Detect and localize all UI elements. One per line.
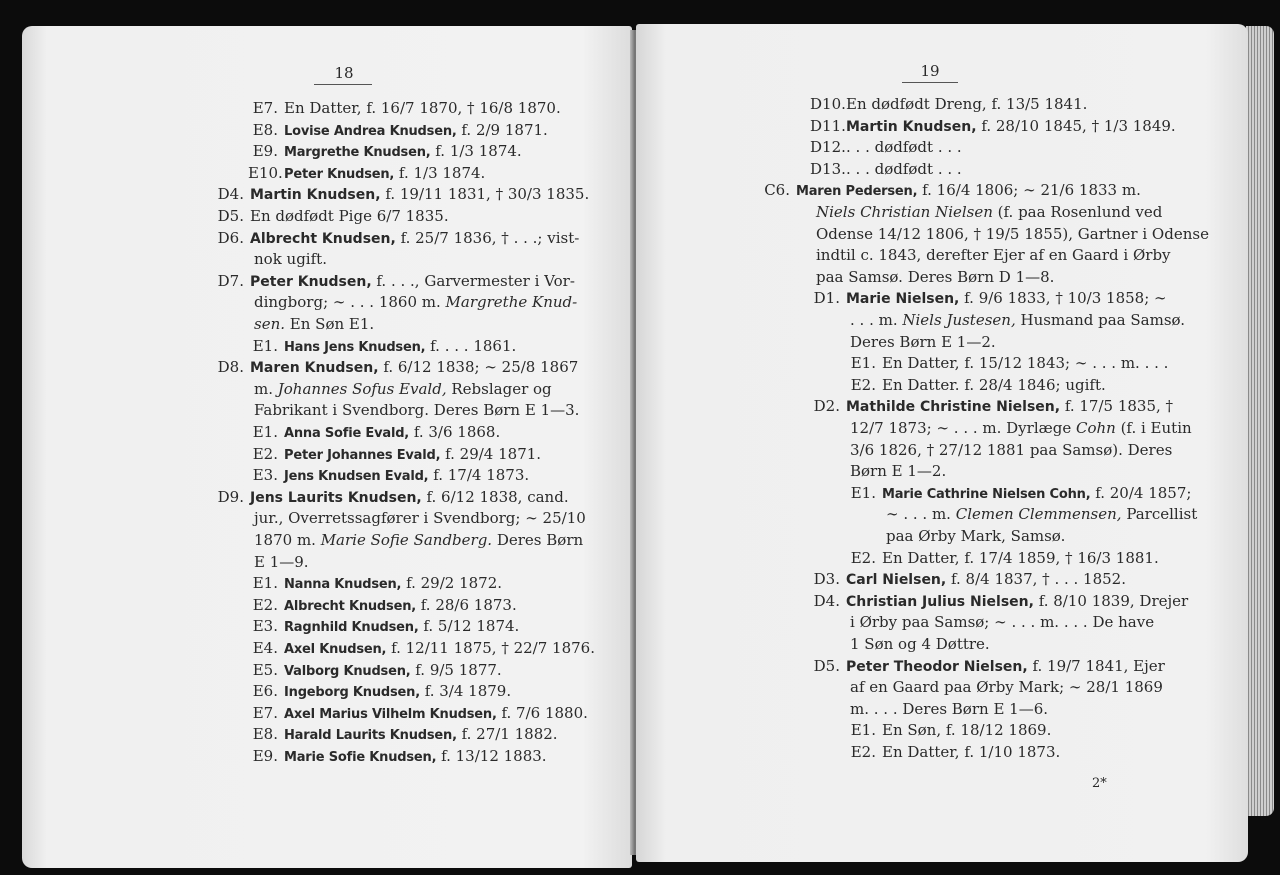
entry-text: f. 28/10 1845, † 1/3 1849. [976,116,1176,135]
entry-label: E4. [252,639,278,657]
text-line [810,94,1087,115]
person-name: Nanna Knudsen, [284,577,402,593]
entry-text: m. [254,379,278,398]
text-line [850,699,1048,720]
text-line [214,271,575,293]
person-name: Ragnhild Knudsen, [284,620,419,636]
person-name: Lovise Andrea Knudsen, [284,123,457,139]
entry-label: E3. [252,466,278,485]
text-line [850,440,1172,461]
entry-text: f. 9/5 1877. [410,660,502,679]
entry-label: D3. [813,570,840,589]
entry-label: D12. [810,138,846,157]
entry-text: f. 2/9 1871. [456,120,548,139]
person-name: Margrethe Knudsen, [284,145,431,161]
entry-label: D13. [810,159,846,178]
person-name: Peter Knudsen, [284,166,395,182]
entry-text: f. 3/4 1879. [419,682,512,701]
entry-text: f. 17/4 1873. [428,466,530,485]
entry-text: Rebslager og [446,379,552,398]
entry-text: f. 13/12 1883. [436,747,547,765]
text-line [248,660,502,682]
entry-text: 1 Søn og 4 Døttre. [850,635,990,653]
text-line [850,332,996,353]
person-name: Carl Nielsen, [846,572,947,589]
person-name: Albrecht Knudsen, [250,230,396,247]
text-line [816,224,1209,245]
text-line [846,742,1060,763]
entry-text: Børn E 1—2. [850,462,947,481]
text-line [886,526,1065,547]
entry-text: f. 27/1 1882. [456,725,558,744]
text-line [254,508,586,529]
text-line [248,98,561,119]
entry-text: f. . . ., Garvermester i Vor- [371,271,575,290]
entry-text: En Datter, f. 1/10 1873. [882,743,1061,761]
person-name: Martin Knudsen, [846,118,977,135]
entry-text: . . . dødfødt . . . [846,159,962,178]
text-line [254,292,577,313]
entry-text: f. 28/6 1873. [416,595,517,614]
entry-text: f. 9/6 1833, † 10/3 1858; ∼ [959,289,1167,308]
text-line [248,573,502,595]
text-line [248,595,517,617]
entry-label: E2. [252,444,278,463]
text-line [816,202,1162,223]
entry-label: E2. [252,595,278,614]
entry-text: (f. paa Rosenlund ved [992,203,1163,221]
entry-text: f. 17/5 1835, † [1060,397,1174,416]
entry-label: D6. [217,228,244,247]
text-line [248,703,588,725]
text-line [850,677,1163,698]
italic-name: Marie Sofie Sandberg. [320,531,493,549]
entry-text: af en Gaard paa Ørby Mark; ∼ 28/1 1869 [850,678,1163,697]
entry-text: Parcellist [1121,505,1198,524]
entry-label: D1. [813,289,840,308]
person-name: Valborg Knudsen, [284,663,411,679]
entry-text: f. 19/7 1841, Ejer [1027,656,1165,675]
entry-text: ∼ . . . m. [886,505,956,524]
entry-label: D8. [217,358,244,377]
entry-text: f. 8/4 1837, † . . . 1852. [946,570,1126,589]
italic-name: Margrethe Knud- [445,293,578,312]
text-line [810,656,1165,678]
text-line [248,638,595,660]
signature-mark: 2* [1092,776,1107,791]
entry-label: E1. [850,354,876,373]
italic-name: sen. [254,315,286,333]
text-line [810,137,962,158]
entry-label: E6. [252,682,278,701]
entry-text: Deres Børn E 1—2. [850,332,996,351]
entry-text: indtil c. 1843, derefter Ejer af en Gaard i Ørby [816,246,1171,265]
entry-label: E7. [252,703,278,722]
person-name: Anna Sofie Evald, [284,426,410,441]
entry-text: . . . m. [850,311,903,329]
person-name: Axel Knudsen, [284,642,387,657]
text-line [254,314,374,335]
entry-text: f. 19/11 1831, † 30/3 1835. [380,185,590,204]
entry-text: Fabrikant i Svendborg. Deres Børn E 1—3. [254,401,580,420]
text-line [816,267,1054,288]
entry-text: f. 29/4 1871. [440,444,542,463]
entry-text: (f. i Eutin [1115,419,1192,437]
person-name: Peter Theodor Nielsen, [846,658,1028,675]
italic-name: Niels Christian Nielsen [816,203,993,221]
italic-name: Clemen Clemmensen, [955,505,1122,524]
entry-text: f. 12/11 1875, † 22/7 1876. [386,639,595,657]
entry-text: E 1—9. [254,552,309,571]
text-line [760,180,1141,202]
entry-label: E2. [850,375,876,394]
entry-label: E9. [252,142,278,161]
person-name: Christian Julius Nielsen, [846,593,1034,610]
entry-text: f. 1/3 1874. [394,163,486,182]
text-line [248,120,548,142]
person-name: Marie Nielsen, [846,291,960,308]
text-line [850,461,946,482]
entry-text: f. 8/10 1839, Drejer [1033,591,1189,610]
italic-name: Johannes Sofus Evald, [277,379,447,398]
entry-text: dingborg; ∼ . . . 1860 m. [254,293,446,312]
person-name: Albrecht Knudsen, [284,598,416,614]
text-line [248,163,485,185]
text-line [254,530,583,551]
entry-text: En Søn E1. [285,315,375,333]
entry-text: 12/7 1873; ∼ . . . m. Dyrlæge [850,419,1076,437]
entry-label: E10. [248,163,283,182]
entry-label: E2. [850,743,876,761]
person-name: Mathilde Christine Nielsen, [846,399,1061,416]
entry-label: E7. [252,99,278,117]
text-line [248,422,500,444]
entry-text: f. 29/2 1872. [401,574,503,593]
entry-text: f. 3/6 1868. [409,423,501,441]
entry-label: E1. [252,336,278,355]
person-name: Peter Johannes Evald, [284,447,441,463]
entry-label: E8. [252,120,278,139]
entry-label: E9. [252,747,278,765]
entry-label: D9. [217,487,244,506]
entry-label: E5. [252,660,278,679]
text-line [846,353,1168,374]
text-line [254,379,552,400]
text-line [846,375,1106,396]
entry-label: D4. [813,591,840,610]
text-line [248,616,519,638]
text-line [850,634,990,655]
entry-text: f. . . . 1861. [425,336,517,355]
text-line [214,184,589,206]
text-line [254,400,579,421]
text-line [248,465,529,487]
entry-text: 1870 m. [254,531,321,549]
person-name: Harald Laurits Knudsen, [284,728,457,744]
entry-text: En dødfødt Pige 6/7 1835. [250,207,449,225]
entry-label: D7. [217,271,244,290]
entry-label: D10. [810,95,846,113]
entry-text: f. 1/3 1874. [430,142,522,161]
text-line [850,612,1154,633]
entry-text: i Ørby paa Samsø; ∼ . . . m. . . . De have [850,613,1155,632]
entry-label: D2. [813,397,840,416]
text-line [810,569,1126,591]
entry-text: f. 7/6 1880. [496,703,588,722]
entry-label: D4. [217,185,244,204]
entry-text: nok ugift. [254,250,327,269]
entry-text: En Datter, f. 15/12 1843; ∼ . . . m. . . . [882,354,1169,373]
entry-label: E1. [850,721,876,740]
text-line [810,396,1173,418]
entry-label: E8. [252,725,278,744]
person-name: Marie Cathrine Nielsen Cohn, [882,486,1091,502]
entry-text: Deres Børn [492,531,584,549]
entry-label: E1. [252,574,278,593]
entry-label: D5. [813,656,840,675]
entry-label: E1. [850,483,876,502]
page-number: 18 [334,64,354,82]
entry-text: paa Ørby Mark, Samsø. [886,527,1066,545]
entry-text: f. 20/4 1857; [1090,483,1192,502]
text-line [846,720,1051,741]
text-line [214,206,449,227]
entry-text: Husmand paa Samsø. [1015,311,1186,329]
entry-text: 3/6 1826, † 27/12 1881 paa Samsø). Deres [850,440,1173,459]
text-line [850,310,1185,331]
text-line [846,483,1191,505]
text-line [254,552,309,573]
text-line [248,746,547,768]
text-line [810,116,1176,138]
entry-text: En Søn, f. 18/12 1869. [882,721,1052,740]
person-name: Peter Knudsen, [250,273,372,290]
italic-name: Cohn [1075,419,1116,437]
person-name: Martin Knudsen, [250,187,381,204]
entry-text: m. . . . Deres Børn E 1—6. [850,699,1049,718]
entry-label: E1. [252,423,278,441]
entry-text: En Datter, f. 17/4 1859, † 16/3 1881. [882,548,1159,567]
entry-text: f. 25/7 1836, † . . .; vist- [395,228,580,247]
text-line [248,444,541,466]
person-name: Marie Sofie Knudsen, [284,750,437,765]
right-page [636,24,1248,862]
left-page [22,26,632,868]
entry-text: paa Samsø. Deres Børn D 1—8. [816,267,1055,286]
page-number-rule [314,84,372,85]
text-line [248,141,522,163]
entry-label: D11. [810,116,846,135]
text-line [214,228,579,250]
text-line [846,548,1159,569]
entry-text: Odense 14/12 1806, † 19/5 1855), Gartner i Odense [816,224,1209,243]
text-line [248,336,516,358]
person-name: Jens Knudsen Evald, [284,469,429,485]
person-name: Maren Knudsen, [250,360,379,377]
person-name: Axel Marius Vilhelm Knudsen, [284,706,497,722]
entry-text: f. 6/12 1838; ∼ 25/8 1867 [378,358,579,377]
page-number: 19 [920,62,940,80]
person-name: Maren Pedersen, [796,184,918,200]
text-line [214,487,569,509]
entry-text: En Datter. f. 28/4 1846; ugift. [882,375,1106,394]
entry-text: f. 6/12 1838, cand. [421,487,569,506]
entry-label: E3. [252,617,278,636]
text-line [248,724,558,746]
person-name: Ingeborg Knudsen, [284,685,420,701]
entry-label: C6. [764,181,790,200]
text-line [254,249,327,270]
text-line [886,504,1197,525]
text-line [816,245,1171,266]
entry-label: E2. [850,548,876,567]
entry-text: f. 16/4 1806; ∼ 21/6 1833 m. [917,181,1141,200]
entry-text: jur., Overretssagfører i Svendborg; ∼ 25/10 [254,509,586,528]
entry-label: D5. [217,207,244,225]
text-line [810,591,1188,613]
person-name: Jens Laurits Knudsen, [250,489,422,506]
text-line [248,681,511,703]
entry-text: En dødfødt Dreng, f. 13/5 1841. [846,95,1088,113]
text-line [214,357,578,379]
text-line [810,159,962,180]
text-line [810,288,1167,310]
entry-text: f. 5/12 1874. [418,617,520,636]
page-number-rule [902,82,958,83]
text-line [850,418,1192,439]
entry-text: En Datter, f. 16/7 1870, † 16/8 1870. [284,99,561,117]
page-edges [1246,26,1274,816]
entry-text: . . . dødfødt . . . [846,138,962,157]
person-name: Hans Jens Knudsen, [284,339,426,355]
italic-name: Niels Justesen, [902,311,1016,329]
